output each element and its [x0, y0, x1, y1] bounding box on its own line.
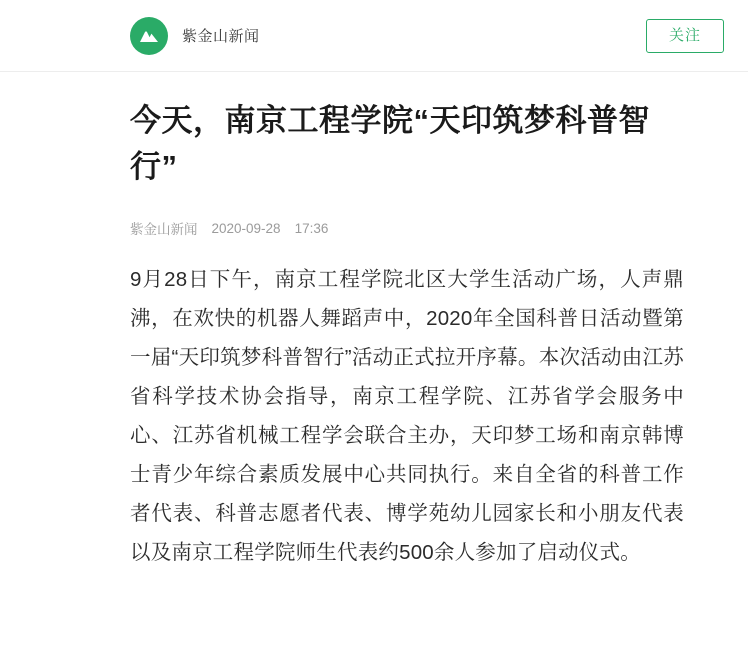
page-title: 今天，南京工程学院“天印筑梦科普智行”: [130, 103, 650, 184]
article-date: 2020-09-28: [211, 220, 281, 236]
article-paragraph: 9月28日下午，南京工程学院北区大学生活动广场，人声鼎沸，在欢快的机器人舞蹈声中，2020年全国科普日活动暨第一届“天印筑梦科普智行”活动正式拉开序幕。本次活动由江苏省科学技术协会指导，南京工程学院、江苏省学会服务中心、江苏省机械工程学会联合主办，天印梦工场和南京韩博士青少年综合素质发展中心共同执行。来自全省的科普工作者代表、科普志愿者代表、博学苑幼儿园家长和小朋友代表以及南京工程学院师生代表约500余人参加了启动仪式。: [130, 268, 684, 564]
article-time: 17:36: [294, 220, 329, 236]
account-name: 紫金山新闻: [182, 28, 260, 45]
article-meta: [130, 218, 684, 238]
mountain-logo-icon[interactable]: [130, 17, 168, 55]
article-header: [0, 0, 748, 72]
article-body-container: [0, 72, 748, 572]
follow-button[interactable]: 关注: [646, 19, 724, 53]
article-source: 紫金山新闻: [130, 222, 198, 237]
